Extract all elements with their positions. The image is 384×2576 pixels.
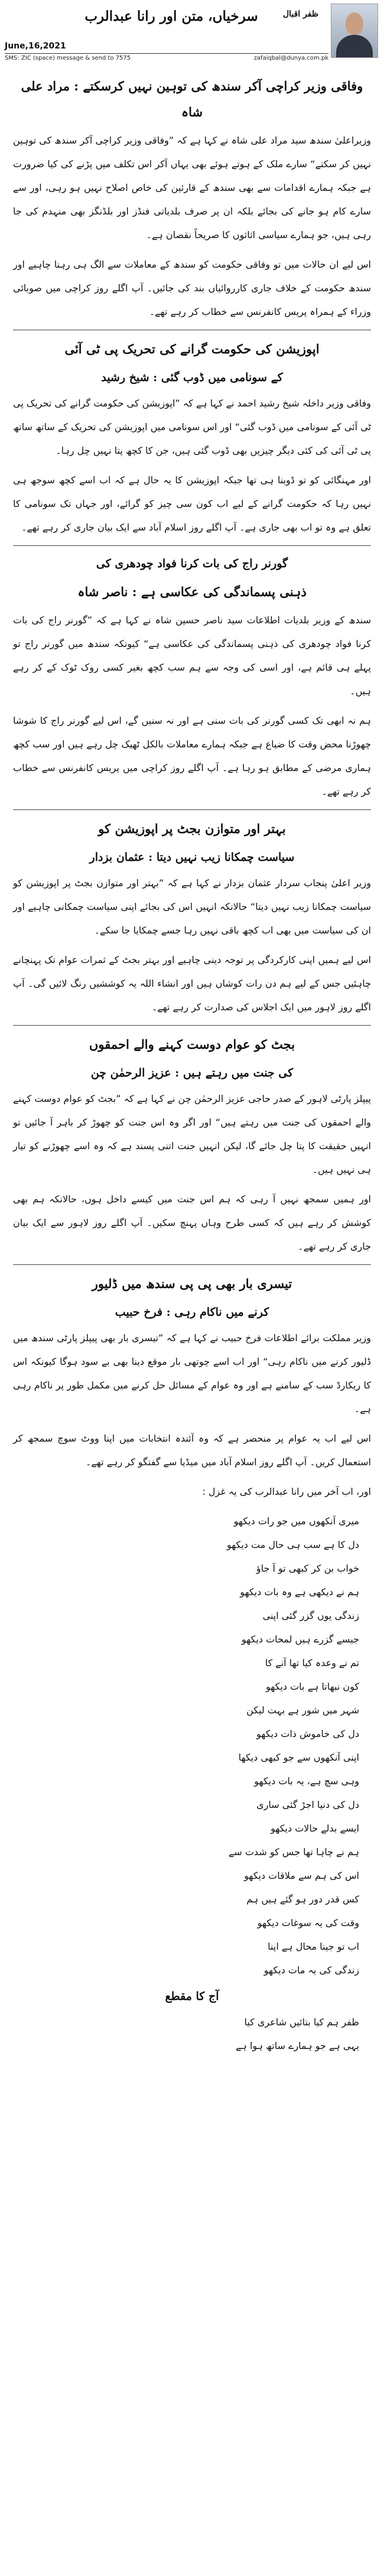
section-headline: اپوزیشن کی حکومت گرانے کی تحریک پی ٹی آئی: [64, 341, 320, 356]
section-paragraph: اور مہنگائی کو تو ڈوبنا ہی تھا جبکہ اپوزیشن کا یہ حال ہے کہ اب اسے کچھ سوجھ ہی نہیں رہا کہ حکومت گرانے کے لیے اب کون سی چیز کو گرائے، اور جہاں تک سونامی کا تعلق ہے وہ تو اب بھی جاری ہے۔ آپ اگلے روز اسلام آباد سے ایک بیان جاری کر رہے تھے۔: [13, 474, 372, 533]
poem-line: کس قدر دور ہو گئے ہیں ہم: [246, 1894, 359, 1905]
section-paragraph: سندھ کے وزیر بلدیات اطلاعات سید ناصر حسین شاہ نے کہا ہے کہ ”گورنر راج کی بات کرنا فواد چودھری کی ذہنی پسماندگی کی عکاسی ہے“ کیونکہ سندھ میں گورنر راج تو پہلے ہی قائم ہے، اور اسی کی وجہ سے ہم سب کچھ بغیر کسی روک ٹوک کے کر رہے ہیں۔: [13, 614, 371, 697]
section-subheadline: کی جنت میں رہتے ہیں : عزیز الرحمٰن چن: [90, 1066, 294, 1079]
poem-line: خواب بن کر کبھی تو آ جاؤ: [256, 1563, 359, 1574]
author-photo: [331, 4, 378, 58]
section-paragraph: وفاقی وزیر داخلہ شیخ رشید احمد نے کہا ہے کہ ”اپوزیشن کی حکومت گرانے کی تحریک پی ٹی آئی کے سونامی میں ڈوب گئی“ اور اس سونامی میں اپوزیشن کی تحریک کے ساتھ ساتھ پی ٹی آئی کی کئی دیگر چیزیں بھی ڈوب گئی ہیں، جن کا کچھ پتا نہیں چل رہا۔: [13, 398, 371, 456]
maqta-title: آج کا مقطع: [165, 1990, 219, 2003]
poem-line: میری آنکھوں میں جو رات دیکھو: [233, 1515, 359, 1527]
ghazal: [13, 1510, 371, 1982]
poem-line: وقت کی یہ سوغات دیکھو: [257, 1917, 359, 1928]
section-paragraph: اس لیے اب یہ عوام پر منحصر ہے کہ وہ آئندہ انتخابات میں اپنا ووٹ سوچ سمجھ کر استعمال کریں۔ آپ اگلے روز اسلام آباد میں میڈیا سے گفتگو کر رہے تھے۔: [13, 1433, 371, 1468]
author-email[interactable]: zafaiqbal@dunya.com.pk: [253, 55, 328, 61]
poem-line: جیسے گزرے ہیں لمحات دیکھو: [241, 1634, 359, 1645]
section-subheadline: سیاست چمکانا زیب نہیں دیتا : عثمان بزدار: [89, 851, 295, 864]
section-paragraph: اس لیے ہمیں اپنی کارکردگی پر توجہ دینی چاہیے اور بہتر بجٹ کے ثمرات عوام تک پہنچانے چاہئیں جس کے لیے ہم دن رات کوشاں ہیں اور انشاء اللہ یہ کوششیں رنگ لائیں گی۔ آپ اگلے روز لاہور میں ایک اجلاس کی صدارت کر رہے تھے۔: [13, 954, 371, 1013]
section-subheadline: کرنے میں ناکام رہی : فرخ حبیب: [115, 1306, 269, 1319]
poem-line: اس کی ہم سے ملاقات دیکھو: [244, 1870, 359, 1881]
poem-line: ہم نے چاہا تھا جس کو شدت سے: [229, 1846, 359, 1858]
poem-line: اپنی آنکھوں سے جو کبھی دیکھا: [238, 1752, 359, 1763]
section-headline: تیسری بار بھی پی پی سندھ میں ڈلیور: [92, 1276, 292, 1291]
poem-line: زندگی یوں گزر گئی اپنی: [262, 1610, 359, 1621]
column-content: [13, 70, 371, 2058]
section-subheadline: کے سونامی میں ڈوب گئی : شیخ رشید: [101, 371, 283, 384]
section-paragraph: وزیر اعلیٰ پنجاب سردار عثمان بزدار نے کہا ہے کہ ”بہتر اور متوازن بجٹ پر اپوزیشن کو سیاست چمکانا زیب نہیں دیتا“ حالانکہ انہیں اس کی بجائے اپنی سیاست چمکانی چاہیے اور ان کی سیاست میں بھی اب کچھ باقی نہیں رہا جسے چمکایا جا سکے۔: [13, 877, 371, 936]
sms-bar: [5, 53, 328, 63]
section-divider: [13, 1264, 371, 1265]
section-paragraph: وزیراعلیٰ سندھ سید مراد علی شاہ نے کہا ہے کہ ”وفاقی وزیر کراچی آکر سندھ کی توہین نہیں کر سکتے“ سارے ملک کے ہوتے ہوئے بھی یہاں آکر اس تکلف میں پڑنے کی کیا ضرورت ہے جبکہ ہمارے اقدامات سے بھی سندھ کے قارئین کی خاص اصلاح نہیں ہو رہی، اور سے سارے کام ہو جانے کی بجائے بلکہ ان پر صرف بلدیاتی فنڈز اور بلڈنگز بھی منہدم کی جا رہی ہیں، جو ہمارے سیاسی اثاثوں کا صریحاً نقصان ہے۔: [13, 135, 371, 240]
author-photo-suit: [336, 35, 373, 58]
section-paragraph: ہم نہ ابھی تک کسی گورنر کی بات سنی ہے اور نہ سنیں گے، اس لیے گورنر راج کا شوشا چھوڑنا محض وقت کا ضیاع ہے جبکہ ہمارے معاملات بالکل ٹھیک چل رہے ہیں اور سب کچھ ہماری مرضی کے مطابق ہو رہا ہے۔ آپ اگلے روز کراچی میں پریس کانفرنس سے خطاب کر رہے تھے۔: [13, 715, 371, 797]
sms-instructions: SMS: ZIC (space) message & send to 7575: [5, 55, 131, 61]
poem-line: ایسے بدلے حالات دیکھو: [271, 1823, 359, 1834]
poem-line: زندگی کی یہ مات دیکھو: [263, 1964, 359, 1976]
poem-line: دل کی دنیا اجڑ گئی ساری: [256, 1799, 359, 1810]
section-paragraph: وزیر مملکت برائے اطلاعات فرخ حبیب نے کہا ہے کہ ”تیسری بار بھی پیپلز پارٹی سندھ میں ڈلیور کرنے میں ناکام رہی“ اور اب اسے چوتھی بار موقع دینا بھی بے سود ہوگا کیونکہ اس کا ریکارڈ سب کے سامنے ہے اور وہ عوام کے مسائل حل کرنے میں مکمل طور پر ناکام رہی ہے۔: [13, 1332, 371, 1414]
poem-line: تم نے وعدہ کیا تھا آنے کا: [265, 1657, 359, 1668]
section-headline: وفاقی وزیر کراچی آکر سندھ کی توہین نہیں کرسکتے : مراد علی شاہ: [21, 79, 363, 119]
poem-line: وہی سچ ہے، یہ بات دیکھو: [254, 1775, 359, 1787]
section-paragraph: اس لیے ان حالات میں تو وفاقی حکومت کو سندھ کے معاملات سے الگ ہی رہنا چاہیے اور سندھ حکومت کے خلاف جاری کارروائیاں بند کی جائیں۔ آپ اگلے روز کراچی میں صوبائی وزراء کے ہمراہ پریس کانفرنس سے خطاب کر رہے تھے۔: [13, 259, 371, 317]
maqta: [13, 2011, 371, 2058]
section-headline: بہتر اور متوازن بجٹ پر اپوزیشن کو: [98, 821, 286, 836]
section-divider: [13, 545, 371, 546]
poem-line: دل کی خاموش ذات دیکھو: [256, 1728, 359, 1739]
poem-line: اب تو جینا محال ہے اپنا: [268, 1941, 359, 1952]
poem-line: دل کا ہے سب ہی حال مت دیکھو: [226, 1539, 359, 1550]
author-name: ظفر اقبال: [282, 9, 319, 19]
column-title: سرخیاں، متن اور رانا عبدالرب: [84, 8, 258, 24]
column-date: June,16,2021: [5, 41, 66, 51]
section-divider: [13, 809, 371, 810]
section-headline: بجٹ کو عوام دوست کہنے والے احمقوں: [89, 1037, 295, 1052]
section-paragraph: اور ہمیں سمجھ نہیں آ رہی کہ ہم اس جنت میں کیسے داخل ہوں، حالانکہ ہم بھی کوشش کر رہے ہیں کہ کسی طرح وہاں پہنچ سکیں۔ آپ اگلے روز لاہور سے ایک بیان جاری کر رہے تھے۔: [13, 1193, 371, 1252]
poem-line: ہم نے دیکھی ہے وہ بات دیکھو: [240, 1586, 359, 1598]
author-photo-head: [346, 12, 363, 35]
maqta-line: ظفر ہم کیا بتائیں شاعری کیا: [244, 2016, 359, 2028]
section-preheadline: گورنر راج کی بات کرنا فواد چودھری کی: [96, 557, 288, 570]
section-divider: [13, 1025, 371, 1026]
maqta-line: یہی ہے جو ہمارے ساتھ ہوا ہے: [236, 2040, 359, 2051]
section-paragraph: پیپلز پارٹی لاہور کے صدر حاجی عزیز الرحمٰن چن نے کہا ہے کہ ”بجٹ کو عوام دوست کہنے والے احمقوں کی جنت میں رہتے ہیں“ اور اگر وہ اس جنت کو چھوڑ کر باہر آ جائیں تو انہیں حقیقت کا پتا چل جائے گا، لیکن انہیں جنت اتنی پسند ہے کہ وہ اسے چھوڑنے کو تیار ہی نہیں ہیں۔: [13, 1093, 371, 1175]
column-header: [0, 0, 384, 62]
section-headline: ذہنی پسماندگی کی عکاسی ہے : ناصر شاہ: [77, 584, 307, 599]
poem-line: شہر میں شور ہے بہت لیکن: [246, 1705, 359, 1716]
poem-intro: اور، اب آخر میں رانا عبدالرب کی یہ غزل :: [202, 1486, 371, 1497]
poem-line: کون نبھاتا ہے بات دیکھو: [265, 1681, 359, 1692]
